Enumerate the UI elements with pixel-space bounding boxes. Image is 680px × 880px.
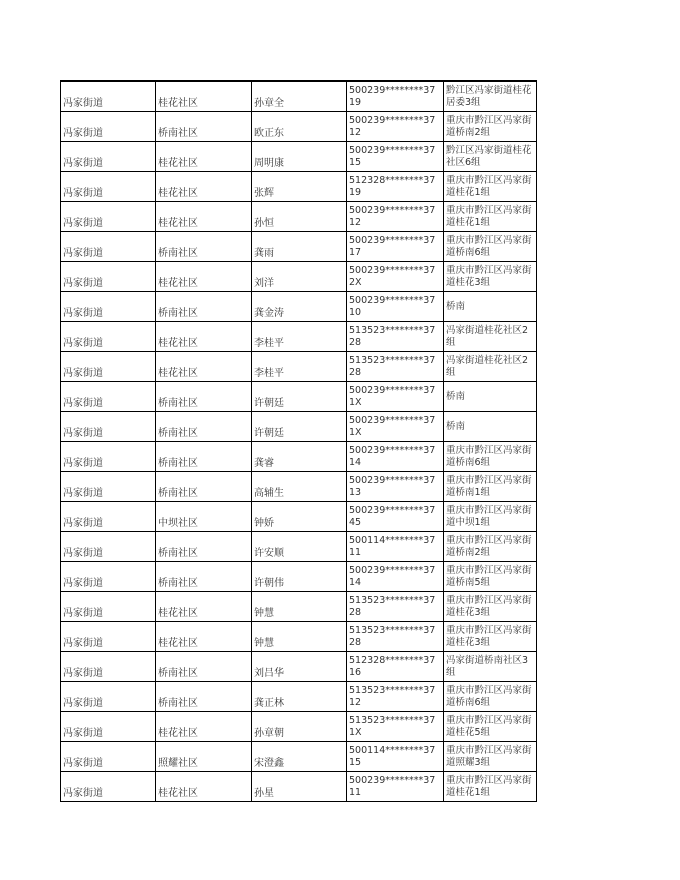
community-cell[interactable]: 桂花社区 <box>156 81 252 112</box>
address-cell[interactable]: 重庆市黔江区冯家街道桥南2组 <box>444 112 537 142</box>
id-number-cell[interactable]: 500239********3715 <box>347 142 444 172</box>
id-number-cell[interactable]: 500114********3715 <box>347 742 444 772</box>
community-cell[interactable]: 桥南社区 <box>156 562 252 592</box>
name-cell[interactable]: 张辉 <box>252 172 347 202</box>
table-row <box>61 112 537 142</box>
community-cell[interactable]: 桥南社区 <box>156 652 252 682</box>
id-number-cell[interactable]: 513523********3712 <box>347 682 444 712</box>
community-cell[interactable]: 桂花社区 <box>156 262 252 292</box>
address-cell[interactable]: 桥南 <box>444 292 537 322</box>
name-cell[interactable]: 宋澄鑫 <box>252 742 347 772</box>
community-cell[interactable]: 桥南社区 <box>156 292 252 322</box>
name-cell[interactable]: 钟娇 <box>252 502 347 532</box>
name-cell[interactable]: 龚雨 <box>252 232 347 262</box>
name-cell[interactable]: 孙章朝 <box>252 712 347 742</box>
id-number-cell[interactable]: 513523********3728 <box>347 622 444 652</box>
table-row <box>61 232 537 262</box>
address-cell[interactable]: 重庆市黔江区冯家街道桥南5组 <box>444 562 537 592</box>
address-cell[interactable]: 重庆市黔江区冯家街道桂花1组 <box>444 202 537 232</box>
name-cell[interactable]: 许朝伟 <box>252 562 347 592</box>
name-cell[interactable]: 龚正林 <box>252 682 347 712</box>
name-cell[interactable]: 刘吕华 <box>252 652 347 682</box>
street-cell[interactable]: 冯家街道 <box>61 172 156 202</box>
street-cell[interactable]: 冯家街道 <box>61 682 156 712</box>
community-cell[interactable]: 照耀社区 <box>156 742 252 772</box>
id-number-cell[interactable]: 513523********3728 <box>347 322 444 352</box>
name-cell[interactable]: 孙恒 <box>252 202 347 232</box>
community-cell[interactable]: 桂花社区 <box>156 712 252 742</box>
table-row <box>61 442 537 472</box>
id-number-cell[interactable]: 512328********3716 <box>347 652 444 682</box>
street-cell[interactable]: 冯家街道 <box>61 262 156 292</box>
address-cell[interactable]: 重庆市黔江区冯家街道桂花1组 <box>444 172 537 202</box>
address-cell[interactable]: 重庆市黔江区冯家街道桥南6组 <box>444 232 537 262</box>
name-cell[interactable]: 龚金涛 <box>252 292 347 322</box>
street-cell[interactable]: 冯家街道 <box>61 142 156 172</box>
address-cell[interactable]: 重庆市黔江区冯家街道照耀3组 <box>444 742 537 772</box>
street-cell[interactable]: 冯家街道 <box>61 382 156 412</box>
street-cell[interactable]: 冯家街道 <box>61 322 156 352</box>
table-row <box>61 562 537 592</box>
spreadsheet-table <box>60 80 537 802</box>
street-cell[interactable]: 冯家街道 <box>61 502 156 532</box>
community-cell[interactable]: 桥南社区 <box>156 442 252 472</box>
community-cell[interactable]: 桥南社区 <box>156 112 252 142</box>
address-cell[interactable]: 重庆市黔江区冯家街道桂花3组 <box>444 622 537 652</box>
name-cell[interactable]: 许朝廷 <box>252 382 347 412</box>
address-cell[interactable]: 重庆市黔江区冯家街道桂花3组 <box>444 262 537 292</box>
name-cell[interactable]: 孙章全 <box>252 81 347 112</box>
street-cell[interactable]: 冯家街道 <box>61 352 156 382</box>
street-cell[interactable]: 冯家街道 <box>61 532 156 562</box>
street-cell[interactable]: 冯家街道 <box>61 652 156 682</box>
street-cell[interactable]: 冯家街道 <box>61 112 156 142</box>
street-cell[interactable]: 冯家街道 <box>61 412 156 442</box>
id-number-cell[interactable]: 500239********3712 <box>347 112 444 142</box>
community-cell[interactable]: 桂花社区 <box>156 322 252 352</box>
address-cell[interactable]: 冯家街道桥南社区3组 <box>444 652 537 682</box>
street-cell[interactable]: 冯家街道 <box>61 472 156 502</box>
address-cell[interactable]: 冯家街道桂花社区2组 <box>444 322 537 352</box>
id-number-cell[interactable]: 500239********3712 <box>347 202 444 232</box>
table-row <box>61 352 537 382</box>
table-row <box>61 262 537 292</box>
address-cell[interactable]: 桥南 <box>444 382 537 412</box>
name-cell[interactable]: 许朝廷 <box>252 412 347 442</box>
address-cell[interactable]: 重庆市黔江区冯家街道中坝1组 <box>444 502 537 532</box>
table-row <box>61 652 537 682</box>
table-row <box>61 412 537 442</box>
table-row <box>61 81 537 112</box>
community-cell[interactable]: 桥南社区 <box>156 232 252 262</box>
table-row <box>61 712 537 742</box>
id-number-cell[interactable]: 500239********3711 <box>347 772 444 802</box>
id-number-cell[interactable]: 500239********372X <box>347 262 444 292</box>
address-cell[interactable]: 黔江区冯家街道桂花社区6组 <box>444 142 537 172</box>
table-row <box>61 202 537 232</box>
street-cell[interactable]: 冯家街道 <box>61 742 156 772</box>
table-row <box>61 772 537 802</box>
name-cell[interactable]: 李桂平 <box>252 352 347 382</box>
street-cell[interactable]: 冯家街道 <box>61 442 156 472</box>
street-cell[interactable]: 冯家街道 <box>61 712 156 742</box>
street-cell[interactable]: 冯家街道 <box>61 232 156 262</box>
address-cell[interactable]: 黔江区冯家街道桂花居委3组 <box>444 81 537 112</box>
id-number-cell[interactable]: 513523********3728 <box>347 592 444 622</box>
name-cell[interactable]: 许安顺 <box>252 532 347 562</box>
table-row <box>61 742 537 772</box>
table-body <box>61 81 537 802</box>
name-cell[interactable]: 李桂平 <box>252 322 347 352</box>
id-number-cell[interactable]: 500239********371X <box>347 412 444 442</box>
address-cell[interactable]: 重庆市黔江区冯家街道桂花1组 <box>444 772 537 802</box>
table-row <box>61 382 537 412</box>
table-row <box>61 142 537 172</box>
street-cell[interactable]: 冯家街道 <box>61 562 156 592</box>
community-cell[interactable]: 桥南社区 <box>156 412 252 442</box>
address-cell[interactable]: 重庆市黔江区冯家街道桥南6组 <box>444 442 537 472</box>
community-cell[interactable]: 桂花社区 <box>156 622 252 652</box>
name-cell[interactable]: 钟慧 <box>252 622 347 652</box>
id-number-cell[interactable]: 512328********3719 <box>347 172 444 202</box>
table-row <box>61 292 537 322</box>
table-row <box>61 472 537 502</box>
id-number-cell[interactable]: 500239********3717 <box>347 232 444 262</box>
community-cell[interactable]: 桂花社区 <box>156 772 252 802</box>
name-cell[interactable]: 欧正东 <box>252 112 347 142</box>
id-number-cell[interactable]: 500239********371X <box>347 382 444 412</box>
id-number-cell[interactable]: 500239********3710 <box>347 292 444 322</box>
name-cell[interactable]: 钟慧 <box>252 592 347 622</box>
address-cell[interactable]: 重庆市黔江区冯家街道桂花3组 <box>444 592 537 622</box>
table-row <box>61 502 537 532</box>
street-cell[interactable]: 冯家街道 <box>61 772 156 802</box>
address-cell[interactable]: 桥南 <box>444 412 537 442</box>
street-cell[interactable]: 冯家街道 <box>61 622 156 652</box>
address-cell[interactable]: 重庆市黔江区冯家街道桂花5组 <box>444 712 537 742</box>
table-row <box>61 592 537 622</box>
street-cell[interactable]: 冯家街道 <box>61 202 156 232</box>
name-cell[interactable]: 龚睿 <box>252 442 347 472</box>
address-cell[interactable]: 重庆市黔江区冯家街道桥南6组 <box>444 682 537 712</box>
name-cell[interactable]: 刘洋 <box>252 262 347 292</box>
street-cell[interactable]: 冯家街道 <box>61 81 156 112</box>
id-number-cell[interactable]: 500239********3745 <box>347 502 444 532</box>
table-row <box>61 172 537 202</box>
community-cell[interactable]: 桥南社区 <box>156 382 252 412</box>
table-row <box>61 322 537 352</box>
name-cell[interactable]: 周明康 <box>252 142 347 172</box>
id-number-cell[interactable]: 500114********3711 <box>347 532 444 562</box>
name-cell[interactable]: 孙星 <box>252 772 347 802</box>
id-number-cell[interactable]: 500239********3713 <box>347 472 444 502</box>
table-row <box>61 622 537 652</box>
id-number-cell[interactable]: 513523********371X <box>347 712 444 742</box>
name-cell[interactable]: 高辅生 <box>252 472 347 502</box>
address-cell[interactable]: 重庆市黔江区冯家街道桥南1组 <box>444 472 537 502</box>
table-row <box>61 682 537 712</box>
community-cell[interactable]: 桥南社区 <box>156 472 252 502</box>
community-cell[interactable]: 中坝社区 <box>156 502 252 532</box>
id-number-cell[interactable]: 513523********3728 <box>347 352 444 382</box>
community-cell[interactable]: 桂花社区 <box>156 592 252 622</box>
address-cell[interactable]: 重庆市黔江区冯家街道桥南2组 <box>444 532 537 562</box>
community-cell[interactable]: 桂花社区 <box>156 142 252 172</box>
community-cell[interactable]: 桂花社区 <box>156 172 252 202</box>
community-cell[interactable]: 桂花社区 <box>156 352 252 382</box>
community-cell[interactable]: 桥南社区 <box>156 682 252 712</box>
id-number-cell[interactable]: 500239********3714 <box>347 442 444 472</box>
address-cell[interactable]: 冯家街道桂花社区2组 <box>444 352 537 382</box>
id-number-cell[interactable]: 500239********3714 <box>347 562 444 592</box>
street-cell[interactable]: 冯家街道 <box>61 292 156 322</box>
street-cell[interactable]: 冯家街道 <box>61 592 156 622</box>
table-row <box>61 532 537 562</box>
community-cell[interactable]: 桂花社区 <box>156 202 252 232</box>
community-cell[interactable]: 桥南社区 <box>156 532 252 562</box>
id-number-cell[interactable]: 500239********3719 <box>347 81 444 112</box>
